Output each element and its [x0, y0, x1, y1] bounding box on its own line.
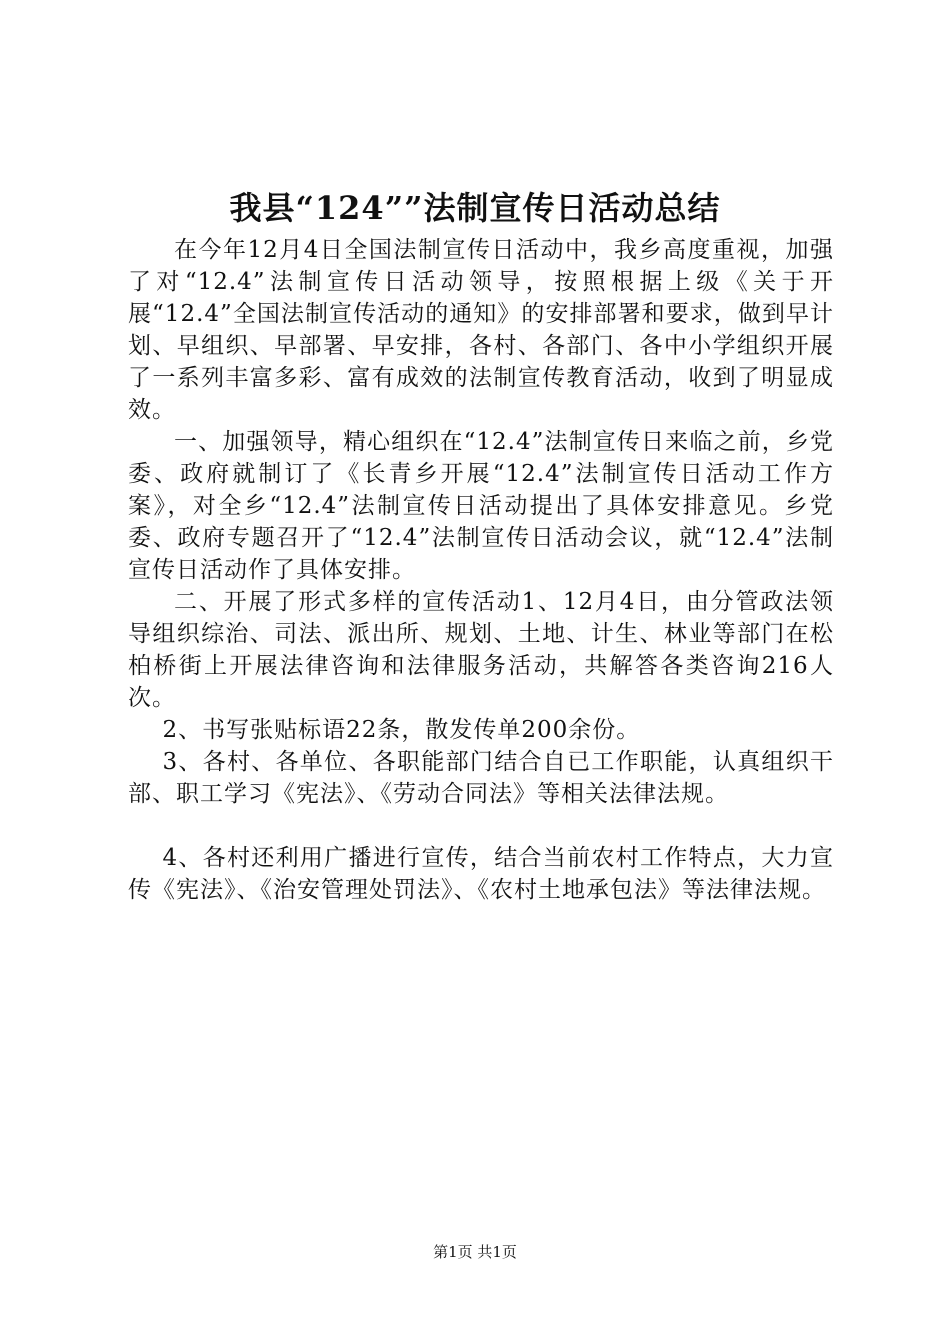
paragraph-slogans: 2、书写张贴标语22条，散发传单200余份。: [162, 717, 641, 743]
paragraph-study: 3、各村、各单位、各职能部门结合自已工作职能，认真组织干部、职工学习《宪法》、《劳动合同法》等相关法律法规。: [128, 749, 834, 807]
paragraph-activities: 二、开展了形式多样的宣传活动1、12月4日，由分管政法领导组织综治、司法、派出所、规划、土地、计生、林业等部门在松柏桥街上开展法律咨询和法律服务活动，共解答各类咨询216人次。: [128, 589, 834, 711]
paragraph-intro: 在今年12月4日全国法制宣传日活动中，我乡高度重视，加强了对“12.4”法制宣传日活动领导，按照根据上级《关于开展“12.4”全国法制宣传活动的通知》的安排部署和要求，做到早计划、早组织、早部署、早安排，各村、各部门、各中小学组织开展了一系列丰富多彩、富有成效的法制宣传教育活动，收到了明显成效。: [128, 237, 834, 423]
page-footer: 第1页 共1页: [433, 1243, 517, 1261]
paragraph-broadcast: 4、各村还利用广播进行宣传，结合当前农村工作特点，大力宣传《宪法》、《治安管理处罚法》、《农村土地承包法》等法律法规。: [128, 845, 834, 903]
paragraph-leadership: 一、加强领导，精心组织在“12.4”法制宣传日来临之前，乡党委、政府就制订了《长青乡开展“12.4”法制宣传日活动工作方案》，对全乡“12.4”法制宣传日活动提出了具体安排意见。乡党委、政府专题召开了“12.4”法制宣传日活动会议，就“12.4”法制宣传日活动作了具体安排。: [128, 429, 834, 583]
document-title: 我县“124””法制宣传日活动总结: [229, 189, 721, 227]
document-body: [128, 234, 834, 906]
blank-line: [128, 810, 834, 842]
